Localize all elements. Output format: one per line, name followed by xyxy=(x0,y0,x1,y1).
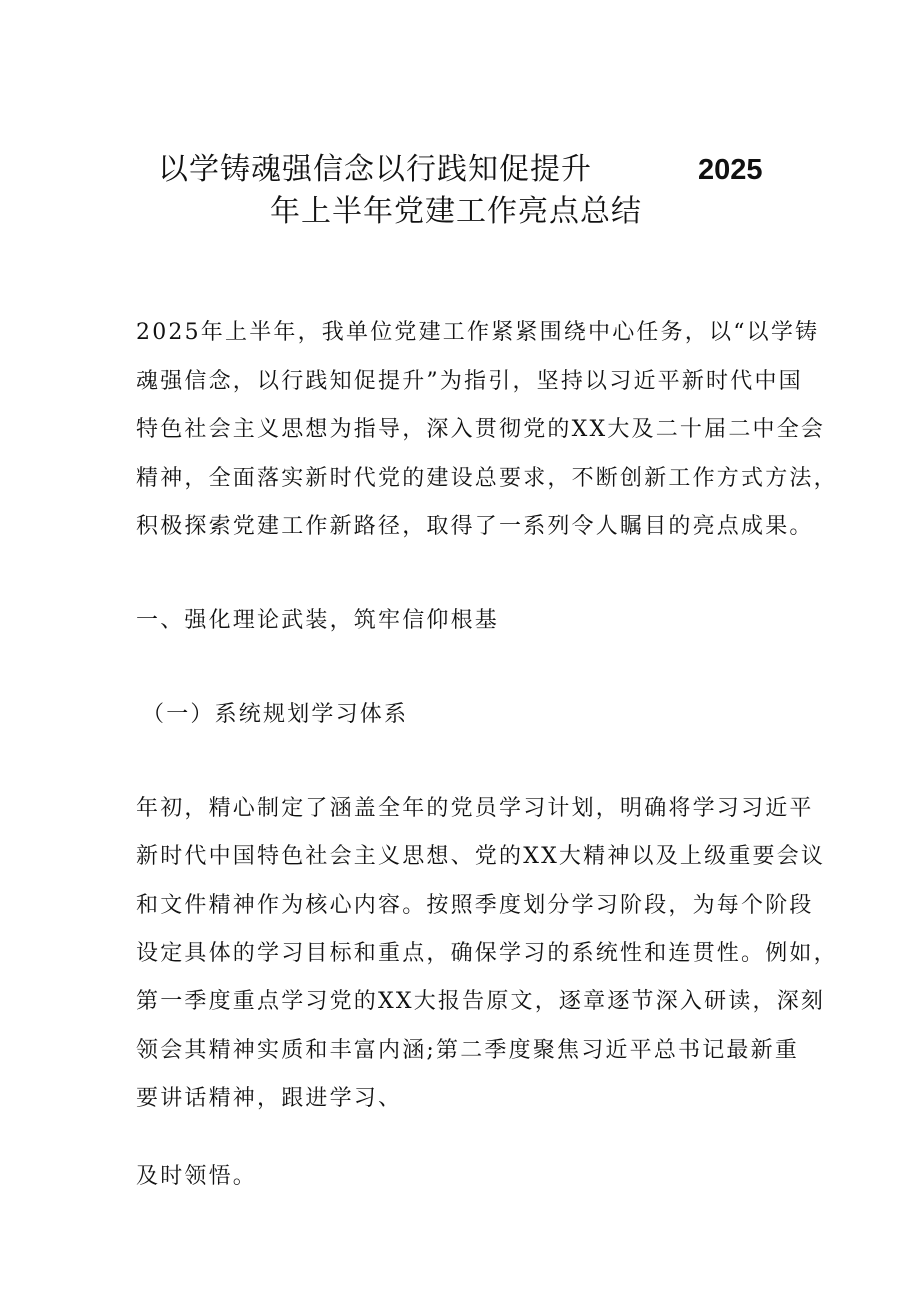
document-title-line-1: 以学铸魂强信念以行践知促提升 xyxy=(158,152,592,187)
subsection-heading: （一）系统规划学习体系 xyxy=(142,702,409,727)
intro-line: 2025年上半年，我单位党建工作紧紧围绕中心任务，以“以学铸 xyxy=(136,320,820,345)
paragraph-line: 年初，精心制定了涵盖全年的党员学习计划，明确将学习习近平 xyxy=(136,796,814,821)
paragraph-line: 新时代中国特色社会主义思想、党的XX大精神以及上级重要会议 xyxy=(136,844,826,869)
intro-line: 魂强信念，以行践知促提升”为指引，坚持以习近平新时代中国 xyxy=(136,369,803,394)
paragraph-line: 和文件精神作为核心内容。按照季度划分学习阶段，为每个阶段 xyxy=(136,893,814,918)
paragraph-tail: 及时领悟。 xyxy=(136,1164,258,1189)
document-title-year: 2025 xyxy=(698,154,763,186)
paragraph-line: 要讲话精神，跟进学习、 xyxy=(136,1086,403,1111)
paragraph-line: 第一季度重点学习党的XX大报告原文，逐章逐节深入研读，深刻 xyxy=(136,989,826,1014)
paragraph-line: 领会其精神实质和丰富内涵;第二季度聚焦习近平总书记最新重 xyxy=(136,1038,800,1063)
document-title-line-2: 年上半年党建工作亮点总结 xyxy=(270,194,642,229)
intro-line: 积极探索党建工作新路径，取得了一系列令人瞩目的亮点成果。 xyxy=(136,514,814,539)
paragraph-line: 设定具体的学习目标和重点，确保学习的系统性和连贯性。例如， xyxy=(136,941,838,966)
intro-line: 特色社会主义思想为指导，深入贯彻党的XX大及二十届二中全会 xyxy=(136,417,826,442)
intro-line: 精神，全面落实新时代党的建设总要求，不断创新工作方式方法， xyxy=(136,466,838,491)
section-heading: 一、强化理论武装，筑牢信仰根基 xyxy=(136,608,500,633)
